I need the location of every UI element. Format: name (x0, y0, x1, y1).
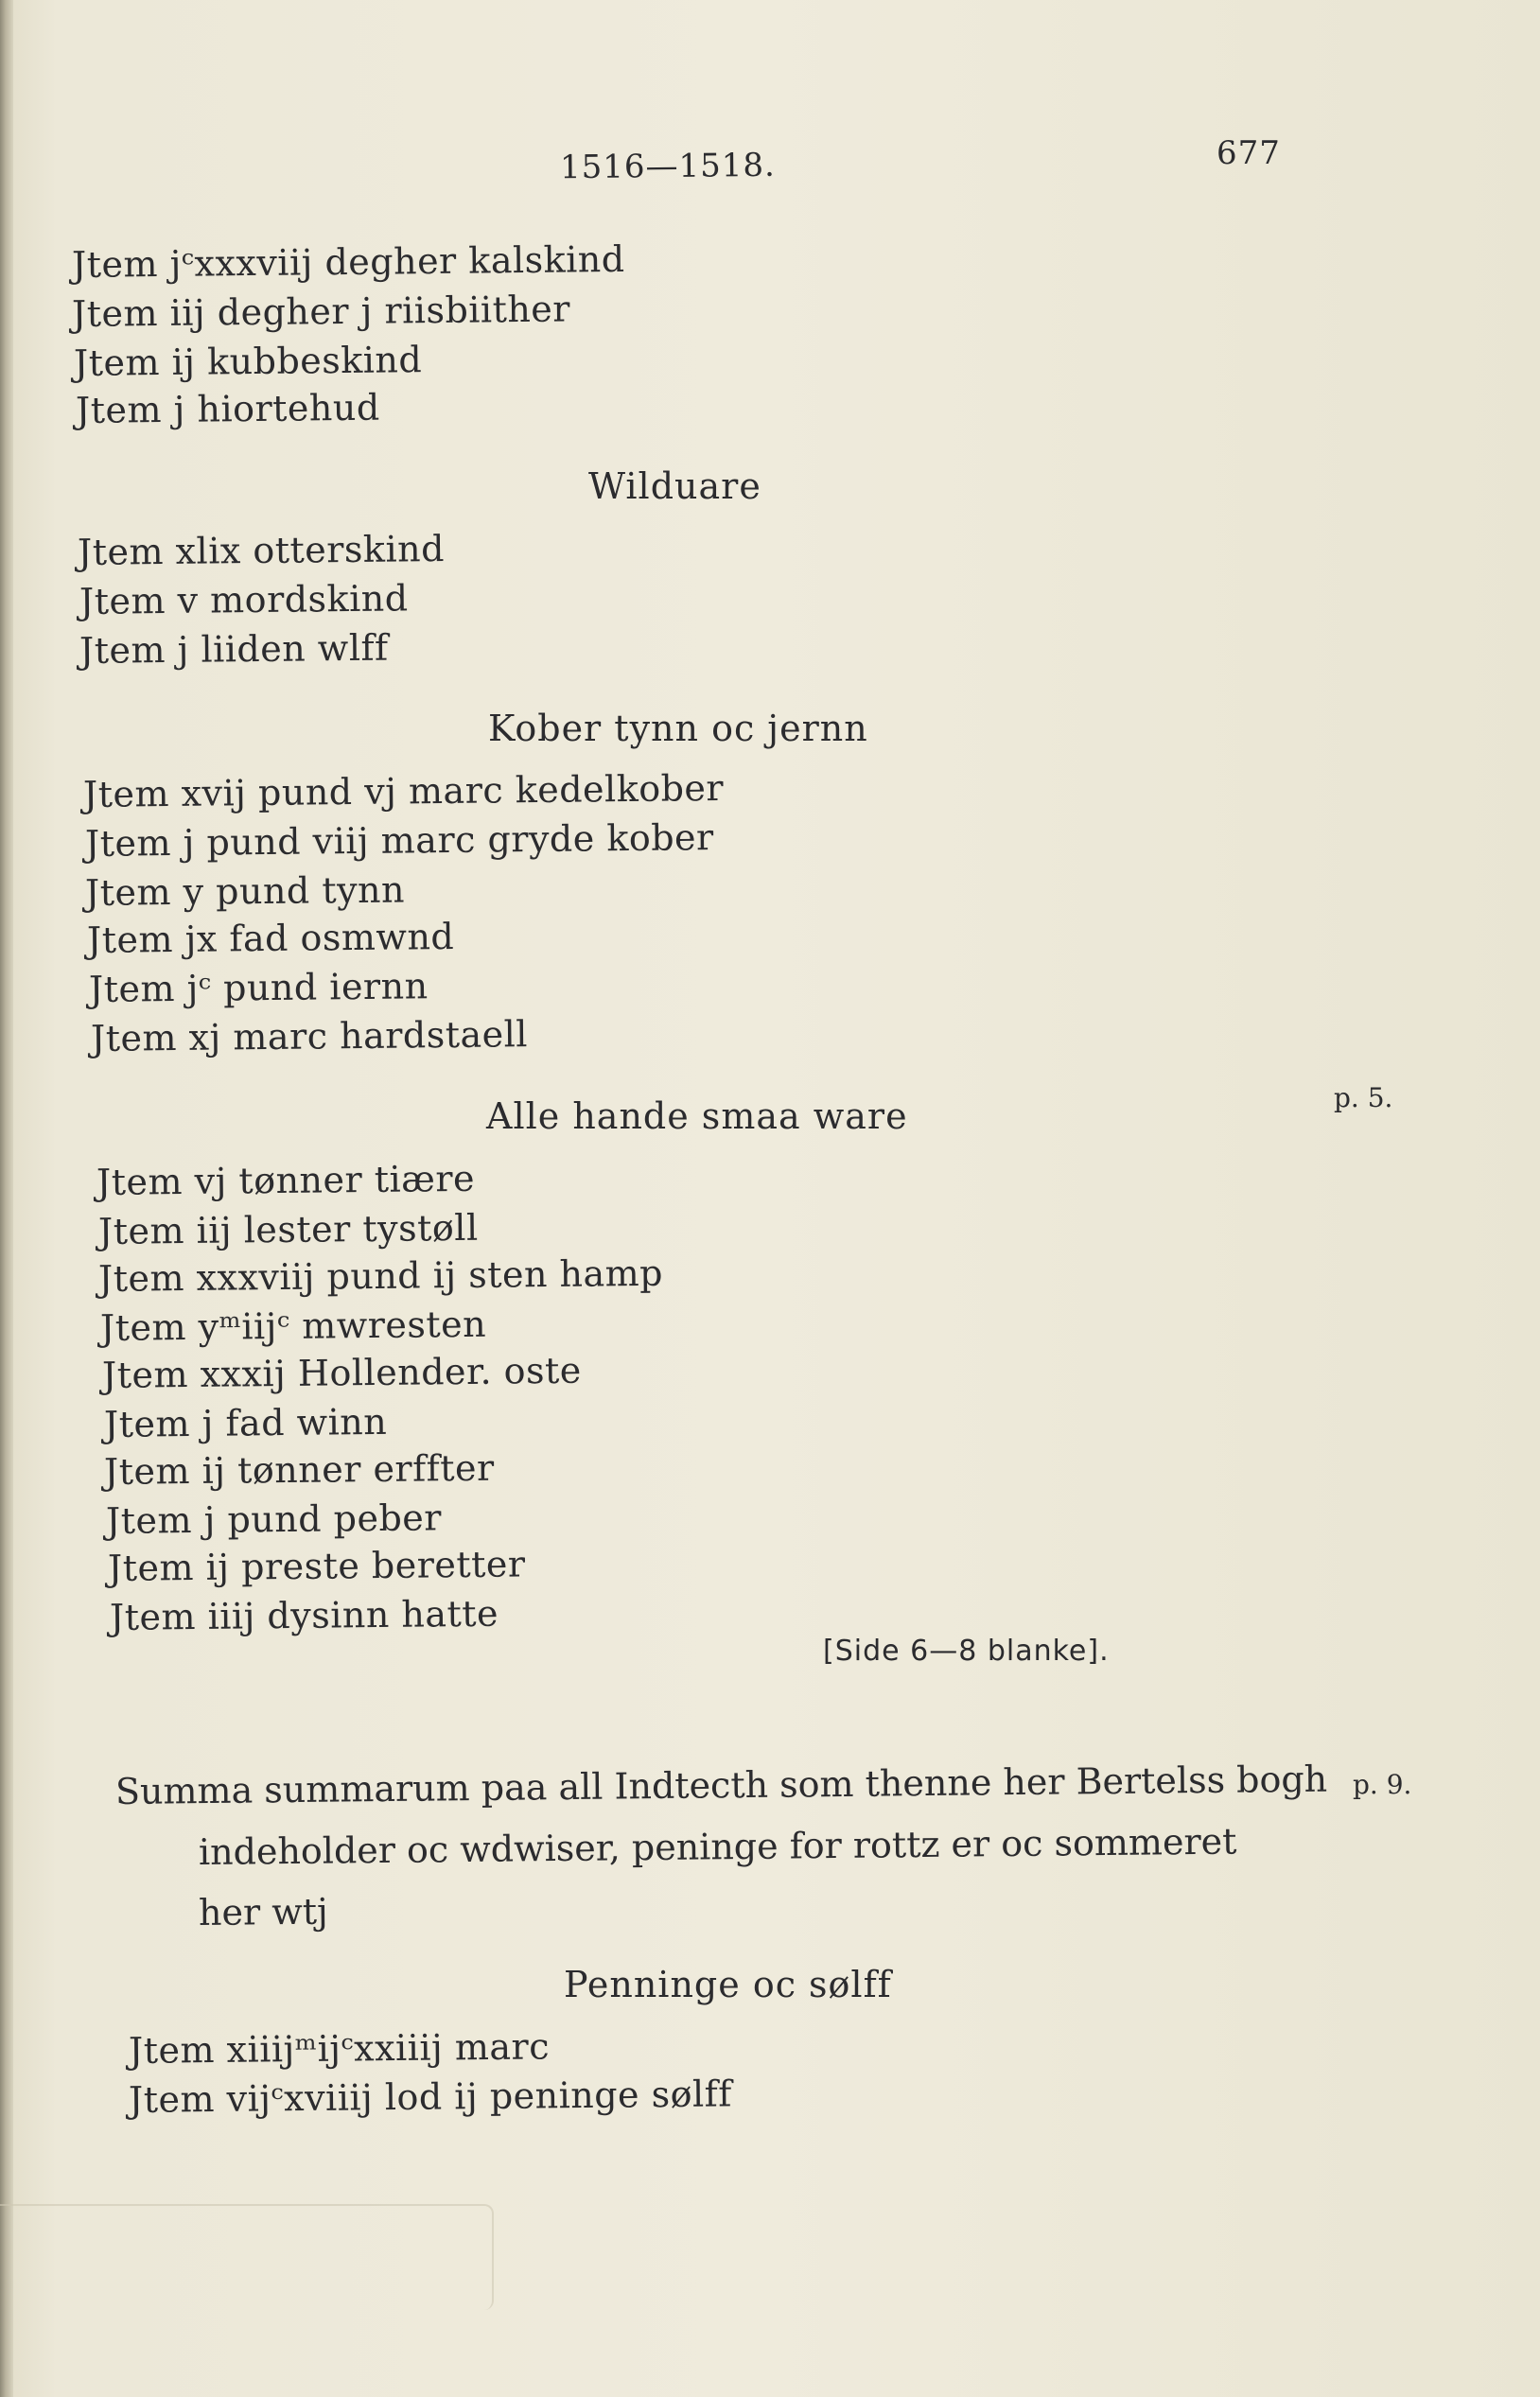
entry-line: Jtem yᵐiijᶜ mwresten (99, 1303, 487, 1349)
entry-line: Jtem ij preste beretter (107, 1543, 526, 1589)
entry-line: Jtem jᶜ pund iernn (88, 965, 429, 1010)
summary-line: her wtj (198, 1890, 329, 1933)
page-edge-shadow (0, 2204, 494, 2310)
margin-page-reference: p. 5. (1334, 1082, 1393, 1113)
entry-line: Jtem ij tønner erffter (103, 1446, 495, 1493)
section-heading: Alle hande smaa ware (486, 1095, 908, 1137)
entry-line: Jtem v mordskind (79, 577, 409, 622)
section-heading: Wilduare (588, 465, 761, 507)
summary-line: Summa summarum paa all Indtecth som thenne her Bertelss bogh (114, 1758, 1328, 1812)
page-number: 677 (1216, 134, 1281, 172)
header-year-range: 1516—1518. (559, 146, 777, 187)
entry-line: Jtem iiij dysinn hatte (109, 1592, 499, 1638)
entry-line: Jtem iij degher j riisbiither (71, 288, 571, 335)
entry-line: Jtem j fad winn (103, 1400, 388, 1445)
section-heading: Penninge oc sølff (564, 1964, 892, 2005)
editorial-note: [Side 6—8 blanke]. (823, 1635, 1110, 1668)
entry-line: Jtem vj tønner tiære (96, 1157, 476, 1203)
entry-line: Jtem xxxviij pund ij sten hamp (97, 1251, 664, 1300)
entry-line: Jtem j pund peber (105, 1496, 443, 1542)
entry-line: Jtem y pund tynn (84, 868, 406, 914)
entry-line: Jtem j pund viij marc gryde kober (84, 816, 714, 865)
entry-line: Jtem xiiijᵐijᶜxxiiij marc (128, 2025, 551, 2072)
margin-page-reference: p. 9. (1353, 1769, 1412, 1800)
entry-line: Jtem jᶜxxxviij degher kalskind (71, 237, 625, 286)
entry-line: Jtem j hiortehud (75, 386, 380, 431)
entry-line: Jtem vijᶜxviiij lod ij peninge sølff (128, 2073, 733, 2121)
entry-line: Jtem j liiden wlff (79, 626, 389, 672)
entry-line: Jtem ij kubbeskind (73, 339, 423, 384)
entry-line: Jtem xlix otterskind (77, 527, 446, 573)
entry-line: Jtem xvij pund vj marc kedelkober (82, 766, 725, 815)
summary-line: indeholder oc wdwiser, peninge for rottz er oc sommeret (198, 1820, 1237, 1873)
entry-line: Jtem xj marc hardstaell (90, 1013, 529, 1059)
entry-line: Jtem iij lester tystøll (97, 1206, 479, 1252)
entry-line: Jtem jx fad osmwnd (86, 915, 455, 961)
section-heading: Kober tynn oc jernn (488, 708, 868, 749)
entry-line: Jtem xxxij Hollender. oste (101, 1349, 582, 1396)
page-spine (0, 0, 13, 2397)
